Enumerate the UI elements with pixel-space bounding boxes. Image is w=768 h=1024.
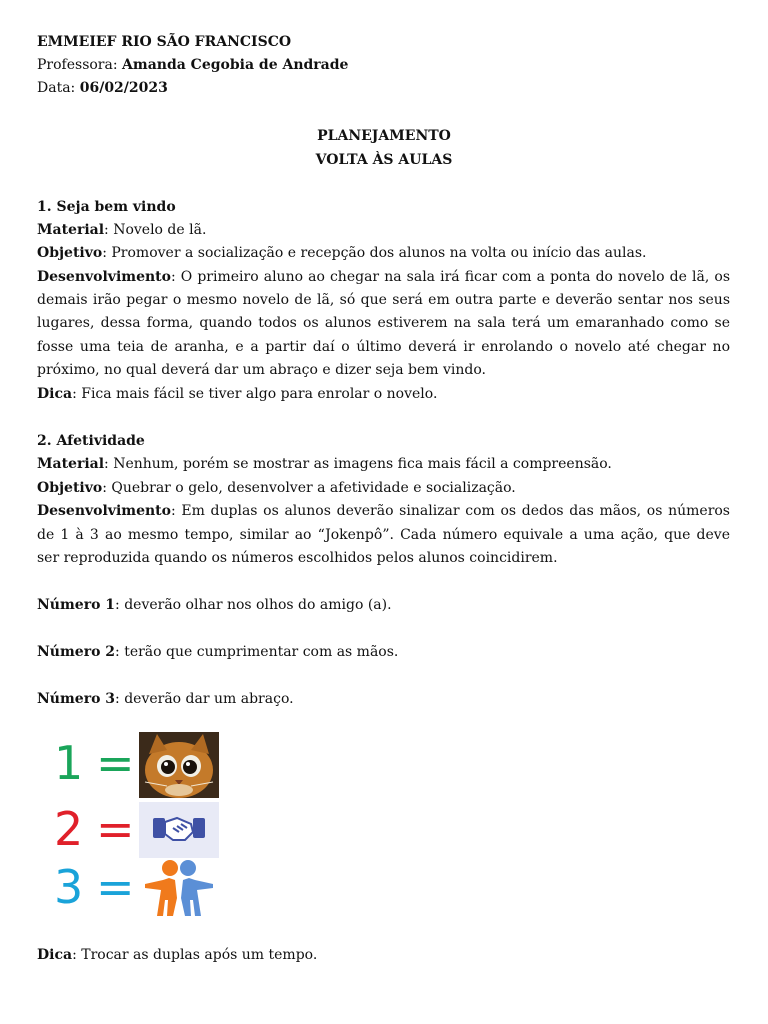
section1-material: Material: Novelo de lã. [37,222,207,238]
numbers-illustration [50,730,230,920]
numeral-1: 1 [54,736,84,790]
title-line-1: PLANEJAMENTO [317,128,451,144]
numeral-2: 2 [54,802,84,856]
equals-sign-1: = [96,736,135,790]
section1-desenvolvimento-line-5: próximo, no qual deverá dar um abraço e dizer seja bem vindo. [37,362,486,378]
date-value: 06/02/2023 [79,80,168,96]
numero-2-line: Número 2: terão que cumprimentar com as mãos. [37,644,399,660]
section2-material: Material: Nenhum, porém se mostrar as imagens fica mais fácil a compreensão. [37,456,612,472]
cat-eyes-icon [139,732,219,798]
section1-objetivo: Objetivo: Promover a socialização e recepção dos alunos na volta ou início das aulas. [37,245,647,261]
handshake-icon [139,802,219,858]
section1-dica: Dica: Fica mais fácil se tiver algo para enrolar o novelo. [37,386,438,402]
section2-heading: 2. Afetividade [37,433,145,449]
section2-dica: Dica: Trocar as duplas após um tempo. [37,947,318,963]
numero-1-line: Número 1: deverão olhar nos olhos do amigo (a). [37,597,392,613]
section1-desenvolvimento-line-3: lugares, dessa forma, quando todos os alunos estiverem na sala terá um emaranhado como se [37,315,730,331]
teacher-line: Professora: Amanda Cegobia de Andrade [37,57,349,73]
numero-3-line: Número 3: deverão dar um abraço. [37,691,294,707]
section1-desenvolvimento-line-1: Desenvolvimento: O primeiro aluno ao chegar na sala irá ficar com a ponta do novelo de lã, os [37,269,730,285]
section2-desenvolvimento-line-3: ser reproduzida quando os números escolhidos pelos alunos coincidirem. [37,550,558,566]
figure-row-1 [50,732,230,792]
section2-desenvolvimento-line-2: de 1 à 3 ao mesmo tempo, similar ao “Jokenpô”. Cada número equivale a uma ação, que deve [37,527,730,543]
section2-objetivo: Objetivo: Quebrar o gelo, desenvolver a afetividade e socialização. [37,480,516,496]
teacher-name: Amanda Cegobia de Andrade [122,57,349,73]
school-name: EMMEIEF RIO SÃO FRANCISCO [37,34,292,50]
equals-sign-3: = [96,860,135,914]
section1-desenvolvimento-line-4: fosse uma teia de aranha, e a partir daí o último deverá ir enrolando o novelo até chegar no [37,339,730,355]
equals-sign-2: = [96,802,135,856]
figure-row-2 [50,798,230,858]
date-line: Data: 06/02/2023 [37,80,168,96]
hug-icon [139,858,219,918]
section1-desenvolvimento-line-2: demais irão pegar o mesmo novelo de lã, só que será em outra parte e deverão sentar nos seus [37,292,730,308]
section1-heading: 1. Seja bem vindo [37,199,176,215]
numeral-3: 3 [54,860,84,914]
figure-row-3 [50,856,230,916]
section2-desenvolvimento-line-1: Desenvolvimento: Em duplas os alunos deverão sinalizar com os dedos das mãos, os números [37,503,730,519]
title-line-2: VOLTA ÀS AULAS [315,152,453,168]
